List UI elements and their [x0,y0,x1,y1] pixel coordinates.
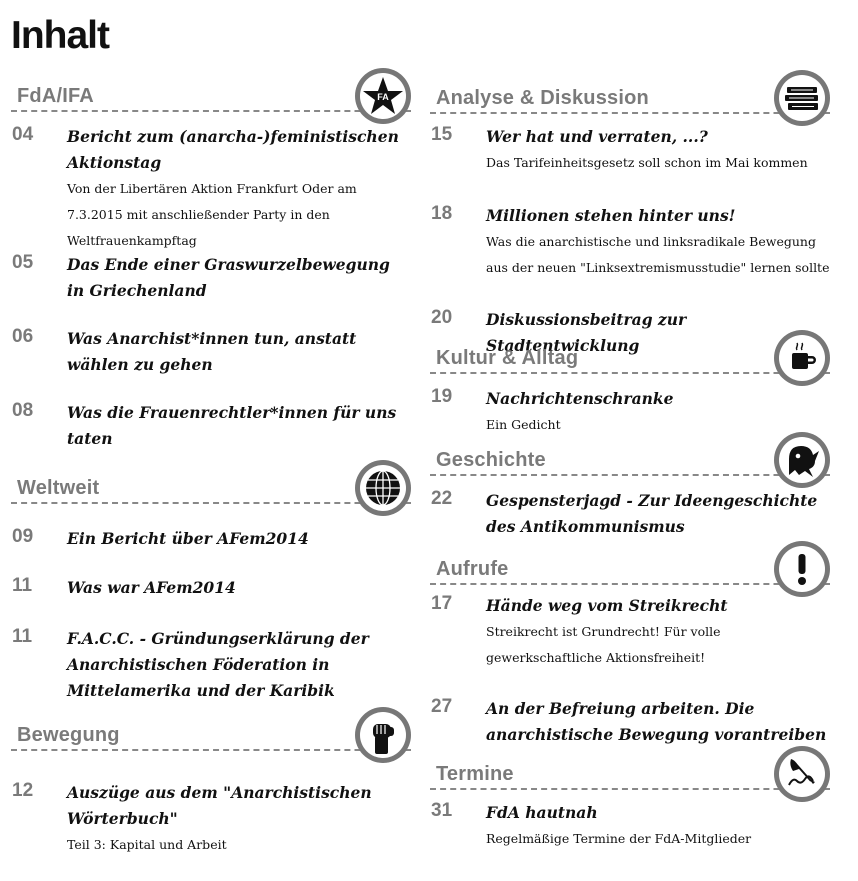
section-header [430,345,830,375]
dashed-divider [430,788,830,790]
section-title: Geschichte [436,449,546,471]
entry-subtitle: Das Tarifeinheitsgesetz soll schon im Mai kommen [486,155,808,170]
entry-subtitle: Von der Libertären Aktion Frankfurt Oder am 7.3.2015 mit anschließender Party in den Weltfrauenkampftag [67,181,357,248]
page-number: 20 [431,307,453,328]
dashed-divider [11,502,411,504]
page-number: 18 [431,203,453,224]
entry-title: Ein Bericht über AFem2014 [67,529,309,548]
entry-title: Das Ende einer Graswurzelbewegung in Griechenland [67,255,390,300]
entry-title: Hände weg vom Streikrecht Streikrecht ist Grundrecht! Für volle gewerkschaftliche Aktionsfreiheit! [486,593,830,671]
entry-title: Auszüge aus dem "Anarchistischen Wörterbuch" Teil 3: Kapital und Arbeit [67,780,411,858]
section-header [11,475,411,505]
section-analyse-diskussion [430,85,830,115]
dashed-divider [430,112,830,114]
dashed-divider [430,474,830,476]
section-aufrufe [430,556,830,586]
entry-title: An der Befreiung arbeiten. Die anarchistische Bewegung vorantreiben [486,699,827,744]
section-header [430,447,830,477]
dashed-divider [430,583,830,585]
entry-title: Diskussionsbeitrag zur Stadtentwicklung [486,310,687,355]
page-number: 19 [431,386,453,407]
section-title: FdA/IFA [17,85,94,107]
section-title: Weltweit [17,477,100,499]
entry-title: Gespensterjagd - Zur Ideengeschichte des Antikommunismus [486,491,818,536]
page-number: 09 [12,526,34,547]
page-number: 11 [12,575,33,596]
section-kultur-alltag [430,345,830,375]
section-bewegung [11,722,411,752]
page-number: 31 [431,800,453,821]
books-icon [774,70,830,126]
section-termine [430,761,830,791]
page-number: 06 [12,326,34,347]
dashed-divider [430,372,830,374]
page-number: 27 [431,696,453,717]
section-header [11,722,411,752]
entry-title: Wer hat und verraten, ...? Das Tarifeinheitsgesetz soll schon im Mai kommen [486,124,830,176]
section-geschichte [430,447,830,477]
page-number: 17 [431,593,453,614]
dashed-divider [11,749,411,751]
entry-title: Nachrichtenschranke Ein Gedicht [486,386,830,438]
section-title: Bewegung [17,724,120,746]
entry-subtitle: Teil 3: Kapital und Arbeit [67,837,227,852]
entry-title: Was war AFem2014 [67,578,236,597]
entry-title: Millionen stehen hinter uns! Was die anarchistische und linksradikale Bewegung aus der neuen "Linksextremismusstudie" lernen sollte [486,203,830,281]
page-number: 08 [12,400,34,421]
coffee-cup-icon [774,330,830,386]
svg-text:FA: FA [377,92,389,102]
page-number: 12 [12,780,34,801]
section-header [430,556,830,586]
entry-subtitle: Regelmäßige Termine der FdA-Mitglieder [486,831,752,846]
page-number: 11 [12,626,33,647]
section-title: Termine [436,763,514,785]
page-title: Inhalt [11,14,109,57]
section-title: Aufrufe [436,558,509,580]
page-number: 04 [12,124,34,145]
page-number: 22 [431,488,453,509]
exclamation-icon [774,541,830,597]
entry-subtitle: Streikrecht ist Grundrecht! Für volle gewerkschaftliche Aktionsfreiheit! [486,624,721,665]
section-fda-ifa [11,83,411,113]
page-number: 15 [431,124,453,145]
section-title: Kultur & Alltag [436,347,579,369]
entry-title: Was Anarchist*innen tun, anstatt wählen zu gehen [67,329,357,374]
section-header [430,85,830,115]
section-weltweit [11,475,411,505]
entry-subtitle: Was die anarchistische und linksradikale Bewegung aus der neuen "Linksextremismusstudie" lernen sollte [486,234,830,275]
section-title: Analyse & Diskussion [436,87,649,109]
entry-subtitle: Ein Gedicht [486,417,561,432]
entry-title: FdA hautnah Regelmäßige Termine der FdA-Mitglieder [486,800,830,852]
globe-icon [355,460,411,516]
dashed-divider [11,110,411,112]
section-header [11,83,411,113]
entry-title: F.A.C.C. - Gründungserklärung der Anarchistischen Föderation in Mittelamerika und der Karibik [67,629,369,700]
fda-star-icon [355,68,411,124]
raised-fist-icon [355,707,411,763]
pen-writing-icon [774,746,830,802]
ghost-icon [774,432,830,488]
page-number: 05 [12,252,34,273]
section-header [430,761,830,791]
entry-title: Was die Frauenrechtler*innen für uns taten [67,403,397,448]
entry-title: Bericht zum (anarcha-)feministischen Aktionstag Von der Libertären Aktion Frankfurt Oder am 7.3.2015 mit anschließender Party in den Weltfrauenkampftag [67,124,411,254]
